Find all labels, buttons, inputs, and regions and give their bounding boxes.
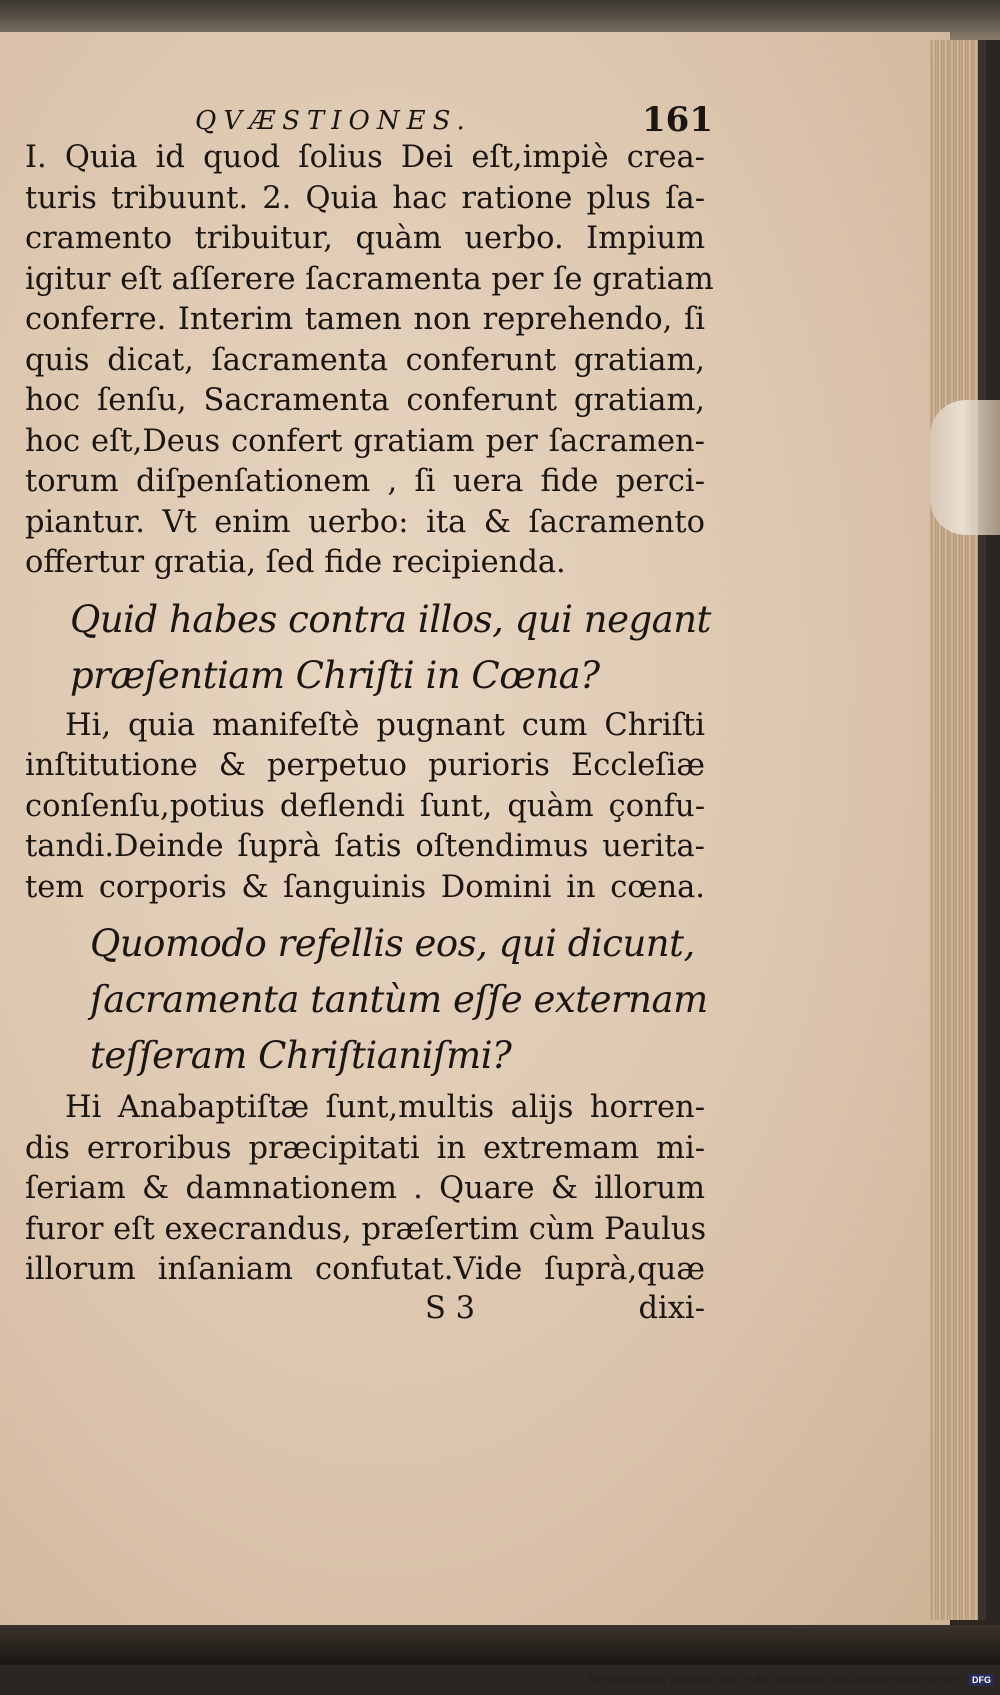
question-line: ſacramenta tantùm eſſe externam <box>90 978 708 1021</box>
text-line: ſeriam & damnationem . Quare & illorum <box>25 1171 705 1206</box>
dfg-logo: DFG <box>969 1674 994 1686</box>
catch-line <box>25 1291 705 1333</box>
running-head <box>25 88 713 140</box>
text-line: tandi.Deinde ſuprà ſatis oſtendimus uerita- <box>25 829 705 864</box>
digitization-credit <box>589 1674 994 1686</box>
text-line: Hi, quia manifeſtè pugnant cum Chriſti <box>65 707 705 743</box>
text-line: illorum inſaniam confutat.Vide ſuprà,quæ <box>25 1252 705 1287</box>
running-head-title: QVÆSTIONES. <box>195 106 472 136</box>
catchword: dixi- <box>638 1290 705 1326</box>
page-number: 161 <box>642 100 713 140</box>
text-line: I. Quia id quod ſolius Dei eſt,impiè crea- <box>25 140 705 175</box>
text-line: piantur. Vt enim uerbo: ita & ſacramento <box>25 504 705 540</box>
text-line: turis tribuunt. 2. Quia hac ratione plus ſa- <box>25 180 705 216</box>
text-line: torum diſpenſationem , ſi uera fide perci- <box>25 464 705 499</box>
question-line: præſentiam Chriſti in Cœna? <box>70 653 600 697</box>
text-block <box>25 88 714 1333</box>
question-heading-2 <box>25 916 708 1084</box>
text-line: furor eſt execrandus, præſertim cùm Paulus <box>25 1211 707 1247</box>
paragraph-3 <box>25 1088 705 1291</box>
signature-mark: S 3 <box>425 1290 475 1326</box>
text-line: dis erroribus præcipitati in extremam mi- <box>25 1130 705 1166</box>
text-line: conſenſu,potius deflendi ſunt, quàm çonfu- <box>25 788 705 824</box>
page-edge-stack <box>930 40 986 1620</box>
text-line: conferre. Interim tamen non reprehendo, ſi <box>25 302 705 337</box>
text-line: quis dicat, ſacramenta conferunt gratiam, <box>25 342 705 378</box>
question-heading-1 <box>25 592 711 704</box>
credit-text: Digitalisierung gefördert durch die Deutsche Forschungsgemeinschaft - <box>589 1674 966 1686</box>
scanner-clip <box>930 400 1000 535</box>
text-line: cramento tribuitur, quàm uerbo. Impium <box>25 221 705 256</box>
question-line: Quomodo refellis eos, qui dicunt, <box>90 922 695 965</box>
text-line: inſtitutione & perpetuo purioris Eccleſiæ <box>25 748 705 783</box>
question-line: teſſeram Chriſtianiſmi? <box>90 1034 512 1077</box>
text-line: igitur eſt aſſerere ſacramenta per ſe gratiam <box>25 261 714 297</box>
text-line: hoc ſenſu, Sacramenta conferunt gratiam, <box>25 383 705 418</box>
paragraph-1 <box>25 138 714 584</box>
paragraph-2 <box>25 706 705 909</box>
text-line: tem corporis & ſanguinis Domini in cœna. <box>25 869 705 905</box>
question-line: Quid habes contra illos, qui negant <box>70 597 711 641</box>
text-line: offertur gratia, ſed fide recipienda. <box>25 545 566 580</box>
text-line: hoc eſt,Deus confert gratiam per ſacramen- <box>25 423 705 459</box>
text-line: Hi Anabaptiſtæ ſunt,multis alijs horren- <box>65 1090 705 1125</box>
bottom-shadow <box>0 1625 1000 1665</box>
